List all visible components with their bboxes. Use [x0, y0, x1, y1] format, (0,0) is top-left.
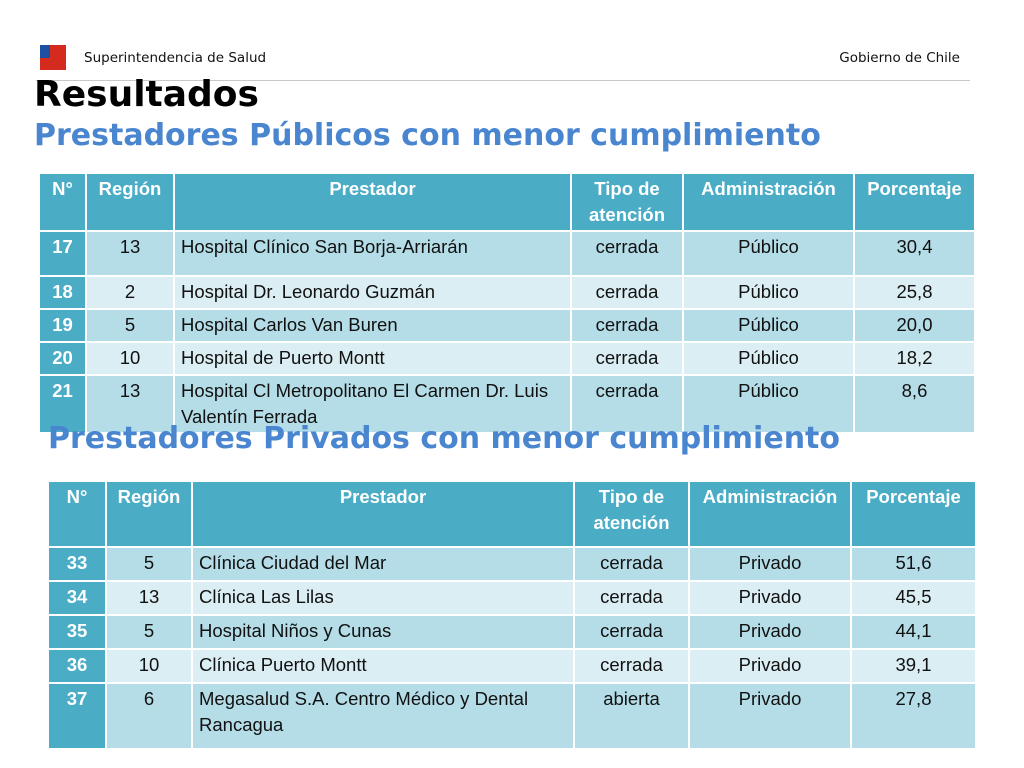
cell-administration: Privado	[689, 649, 851, 683]
cell-provider: Clínica Las Lilas	[192, 581, 574, 615]
cell-provider: Clínica Ciudad del Mar	[192, 547, 574, 581]
cell-region: 5	[106, 615, 192, 649]
cell-provider: Clínica Puerto Montt	[192, 649, 574, 683]
cell-number: 19	[39, 309, 86, 342]
private-providers-table	[47, 480, 977, 750]
cell-region: 5	[86, 309, 174, 342]
cell-administration: Público	[683, 375, 854, 433]
cell-percentage: 27,8	[851, 683, 976, 749]
table-row	[39, 276, 975, 309]
cell-care-type: cerrada	[571, 375, 683, 433]
cell-number: 35	[48, 615, 106, 649]
col-region: Región	[86, 173, 174, 231]
government-name: Gobierno de Chile	[839, 50, 960, 66]
page-title: Resultados	[34, 74, 259, 115]
table-header-row	[48, 481, 976, 547]
cell-percentage: 44,1	[851, 615, 976, 649]
col-provider: Prestador	[192, 481, 574, 547]
cell-care-type: cerrada	[574, 615, 689, 649]
cell-administration: Público	[683, 276, 854, 309]
cell-administration: Privado	[689, 547, 851, 581]
cell-region: 6	[106, 683, 192, 749]
cell-administration: Público	[683, 231, 854, 276]
cell-administration: Privado	[689, 581, 851, 615]
col-care-type: Tipo de atención	[574, 481, 689, 547]
cell-number: 18	[39, 276, 86, 309]
cell-number: 20	[39, 342, 86, 375]
table-row	[48, 615, 976, 649]
cell-care-type: cerrada	[571, 342, 683, 375]
cell-number: 17	[39, 231, 86, 276]
table-row	[48, 649, 976, 683]
col-administration: Administración	[689, 481, 851, 547]
cell-percentage: 8,6	[854, 375, 975, 433]
public-section-title: Prestadores Públicos con menor cumplimiento	[34, 118, 821, 153]
cell-care-type: cerrada	[571, 309, 683, 342]
col-number: N°	[39, 173, 86, 231]
col-percentage: Porcentaje	[854, 173, 975, 231]
table-row	[48, 547, 976, 581]
table-row	[48, 581, 976, 615]
cell-provider: Hospital Dr. Leonardo Guzmán	[174, 276, 571, 309]
cell-provider: Hospital Carlos Van Buren	[174, 309, 571, 342]
cell-percentage: 45,5	[851, 581, 976, 615]
cell-care-type: cerrada	[571, 276, 683, 309]
cell-provider: Megasalud S.A. Centro Médico y Dental Rancagua	[192, 683, 574, 749]
cell-provider: Hospital Clínico San Borja-Arriarán	[174, 231, 571, 276]
cell-care-type: cerrada	[574, 649, 689, 683]
private-section-title: Prestadores Privados con menor cumplimiento	[48, 421, 840, 456]
chile-flag-icon	[40, 45, 66, 70]
cell-number: 33	[48, 547, 106, 581]
cell-number: 21	[39, 375, 86, 433]
cell-provider: Hospital de Puerto Montt	[174, 342, 571, 375]
cell-care-type: cerrada	[574, 581, 689, 615]
table-row	[39, 231, 975, 276]
cell-administration: Privado	[689, 683, 851, 749]
col-region: Región	[106, 481, 192, 547]
table-row	[39, 309, 975, 342]
table-row	[48, 683, 976, 749]
cell-region: 10	[86, 342, 174, 375]
cell-number: 34	[48, 581, 106, 615]
cell-number: 37	[48, 683, 106, 749]
cell-administration: Público	[683, 342, 854, 375]
col-percentage: Porcentaje	[851, 481, 976, 547]
cell-percentage: 39,1	[851, 649, 976, 683]
col-number: N°	[48, 481, 106, 547]
cell-percentage: 20,0	[854, 309, 975, 342]
col-administration: Administración	[683, 173, 854, 231]
cell-region: 5	[106, 547, 192, 581]
cell-percentage: 25,8	[854, 276, 975, 309]
cell-region: 13	[86, 375, 174, 433]
cell-percentage: 30,4	[854, 231, 975, 276]
cell-care-type: abierta	[574, 683, 689, 749]
col-provider: Prestador	[174, 173, 571, 231]
cell-administration: Privado	[689, 615, 851, 649]
cell-provider: Hospital Niños y Cunas	[192, 615, 574, 649]
cell-administration: Público	[683, 309, 854, 342]
col-care-type: Tipo de atención	[571, 173, 683, 231]
org-name: Superintendencia de Salud	[84, 50, 267, 66]
table-header-row	[39, 173, 975, 231]
cell-care-type: cerrada	[574, 547, 689, 581]
cell-region: 13	[86, 231, 174, 276]
table-row	[39, 342, 975, 375]
cell-care-type: cerrada	[571, 231, 683, 276]
cell-region: 10	[106, 649, 192, 683]
cell-percentage: 18,2	[854, 342, 975, 375]
cell-number: 36	[48, 649, 106, 683]
cell-region: 13	[106, 581, 192, 615]
cell-percentage: 51,6	[851, 547, 976, 581]
cell-provider: Hospital Cl Metropolitano El Carmen Dr. Luis Valentín Ferrada	[174, 375, 571, 433]
public-providers-table	[38, 172, 976, 434]
cell-region: 2	[86, 276, 174, 309]
